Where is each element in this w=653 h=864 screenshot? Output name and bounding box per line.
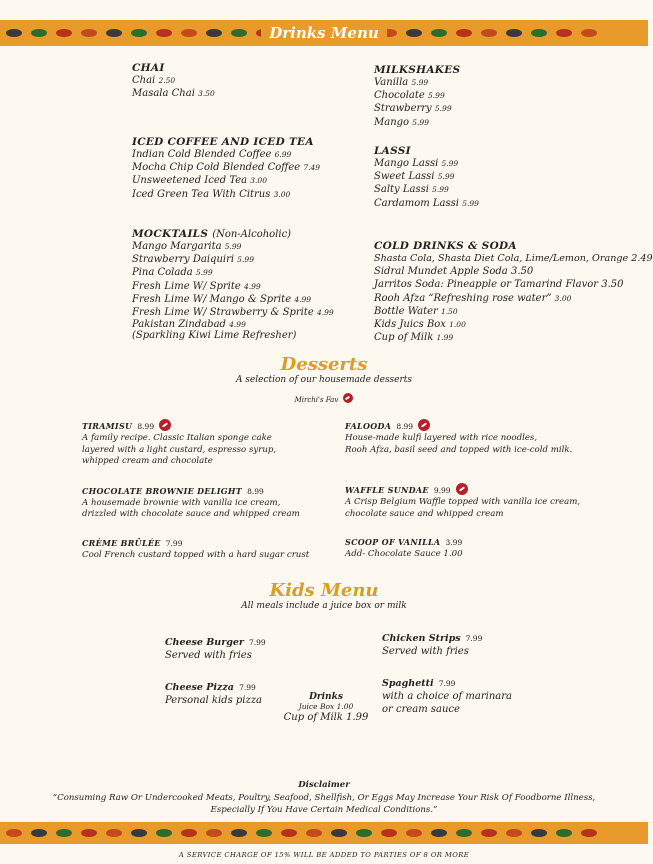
menu-item: Strawberry 5.99 (374, 103, 452, 115)
section-chai (132, 62, 362, 100)
menu-item: Pakistan Zindabad 4.99 (132, 319, 246, 331)
menu-item: Masala Chai 3.50 (132, 88, 215, 100)
decorative-dots (6, 822, 597, 844)
menu-item: Fresh Lime W/ Strawberry & Sprite 4.99 (132, 307, 334, 319)
menu-item: Strawberry Daiquiri 5.99 (132, 254, 254, 266)
menu-item-note: (Sparkling Kiwi Lime Refresher) (132, 330, 297, 342)
disclaimer-text: “Consuming Raw Or Undercooked Meats, Poultry, Seafood, Shellfish, Or Eggs May Increase Your Risk Of Foodborne Illness, Especially If You Have Certain Medical Conditions.” (52, 793, 596, 815)
menu-item: Indian Cold Blended Coffee 6.99 (132, 149, 292, 160)
footer-band (0, 822, 648, 844)
menu-item: Rooh Afza “Refreshing rose water” 3.00 (374, 292, 572, 304)
menu-item: Jarritos Soda: Pineapple or Tamarind Flavor 3.50 (374, 279, 624, 291)
menu-item: Mango 5.99 (374, 116, 429, 128)
section-cold-drinks (374, 240, 653, 344)
section-lassi (374, 145, 604, 210)
chili-pepper-icon (418, 419, 430, 431)
menu-item: Chocolate 5.99 (374, 90, 445, 102)
page-title: Drinks Menu (261, 24, 387, 42)
header-band (0, 20, 648, 46)
menu-item: Kids Juics Box 1.00 (374, 319, 466, 331)
kids-right (382, 626, 582, 716)
dessert-item: TIRAMISU 8.99 A family recipe. Classic Italian sponge cake layered with a light custard, espresso syrup, whipped cream and chocolate (82, 414, 332, 468)
menu-item: Fresh Lime W/ Sprite 4.99 (132, 280, 261, 292)
desserts-subtitle: A selection of our housemade desserts (235, 375, 413, 385)
menu-item: Mango Margarita 5.99 (132, 241, 242, 252)
section-heading: COLD DRINKS & SODA (374, 240, 517, 252)
kids-drinks-heading: Drinks (309, 692, 343, 702)
menu-item: Chai 2.50 (132, 75, 176, 86)
menu-item: Fresh Lime W/ Mango & Sprite 4.99 (132, 293, 312, 305)
menu-item: Shasta Cola, Shasta Diet Cola, Lime/Lemon, Orange 2.49 (374, 253, 653, 264)
menu-item: Sidral Mundet Apple Soda 3.50 (374, 266, 534, 278)
dessert-item: CHOCOLATE BROWNIE DELIGHT 8.99 A housemade brownie with vanilla ice cream, drizzled with chocolate sauce and whipped cream (82, 485, 300, 519)
menu-item: Mocha Chip Cold Blended Coffee 7.49 (132, 162, 321, 174)
kids-subtitle: All meals include a juice box or milk (241, 601, 407, 611)
fav-legend: Mirchi's Fav (0, 387, 648, 406)
kids-title: Kids Menu (269, 580, 379, 601)
dessert-item: FALOODA 8.99 House-made kulfi layered with rice noodles, Rooh Afza, basil seed and topped with ice-cold milk. (345, 414, 640, 456)
desserts-left (82, 414, 332, 561)
kids-item: Chicken Strips 7.99 Served with fries (382, 633, 483, 657)
kids-drinks (264, 692, 388, 724)
section-heading: MOCKTAILS (Non-Alcoholic) (132, 228, 292, 240)
menu-item: Vanilla 5.99 (374, 77, 429, 88)
desserts-right (345, 414, 640, 561)
menu-item: Salty Lassi 5.99 (374, 184, 449, 196)
dessert-item: CRÈME BRÛLÉE 7.99 Cool French custard topped with a hard sugar crust (82, 537, 310, 560)
desserts-title: Desserts (280, 354, 368, 375)
menu-item: Unsweetened Iced Tea 3.00 (132, 175, 267, 187)
section-iced (132, 136, 367, 201)
section-heading: CHAI (132, 62, 165, 74)
section-heading: MILKSHAKES (374, 64, 461, 76)
chili-pepper-icon (159, 419, 171, 431)
dessert-item: WAFFLE SUNDAE 9.99 A Crisp Belgium Waffle topped with vanilla ice cream, chocolate sauce and whipped cream (345, 478, 640, 520)
kids-item: Spaghetti 7.99 with a choice of marinara or cream sauce (382, 678, 512, 715)
menu-item: Bottle Water 1.50 (374, 305, 458, 317)
disclaimer-heading: Disclaimer (298, 780, 350, 790)
kids-item: Cheese Burger 7.99 Served with fries (165, 637, 266, 661)
kids-header (0, 580, 648, 611)
menu-item: Pina Colada 5.99 (132, 267, 213, 279)
dessert-item: SCOOP OF VANILLA 3.99 Add- Chocolate Sauce 1.00 (345, 537, 463, 559)
chili-pepper-icon (456, 483, 468, 495)
menu-item: Sweet Lassi 5.99 (374, 171, 455, 183)
menu-item: Cup of Milk 1.99 (374, 332, 454, 344)
section-heading: LASSI (374, 145, 411, 157)
service-charge-note: A SERVICE CHARGE OF 15% WILL BE ADDED TO PARTIES OF 8 OR MORE (178, 851, 470, 859)
desserts-header (0, 354, 648, 406)
disclaimer (30, 780, 618, 816)
chili-pepper-icon (343, 393, 353, 403)
section-milkshakes (374, 64, 604, 129)
kids-item: Cheese Pizza 7.99 Personal kids pizza (165, 682, 262, 706)
kids-drinks-item: Cup of Milk 1.99 (283, 712, 369, 723)
kids-drinks-item: Juice Box 1.00 (298, 702, 354, 711)
section-heading: ICED COFFEE AND ICED TEA (132, 136, 314, 148)
menu-item: Cardamom Lassi 5.99 (374, 197, 479, 209)
menu-item: Iced Green Tea With Citrus 3.00 (132, 188, 291, 200)
section-mocktails (132, 228, 367, 341)
menu-item: Mango Lassi 5.99 (374, 158, 459, 169)
